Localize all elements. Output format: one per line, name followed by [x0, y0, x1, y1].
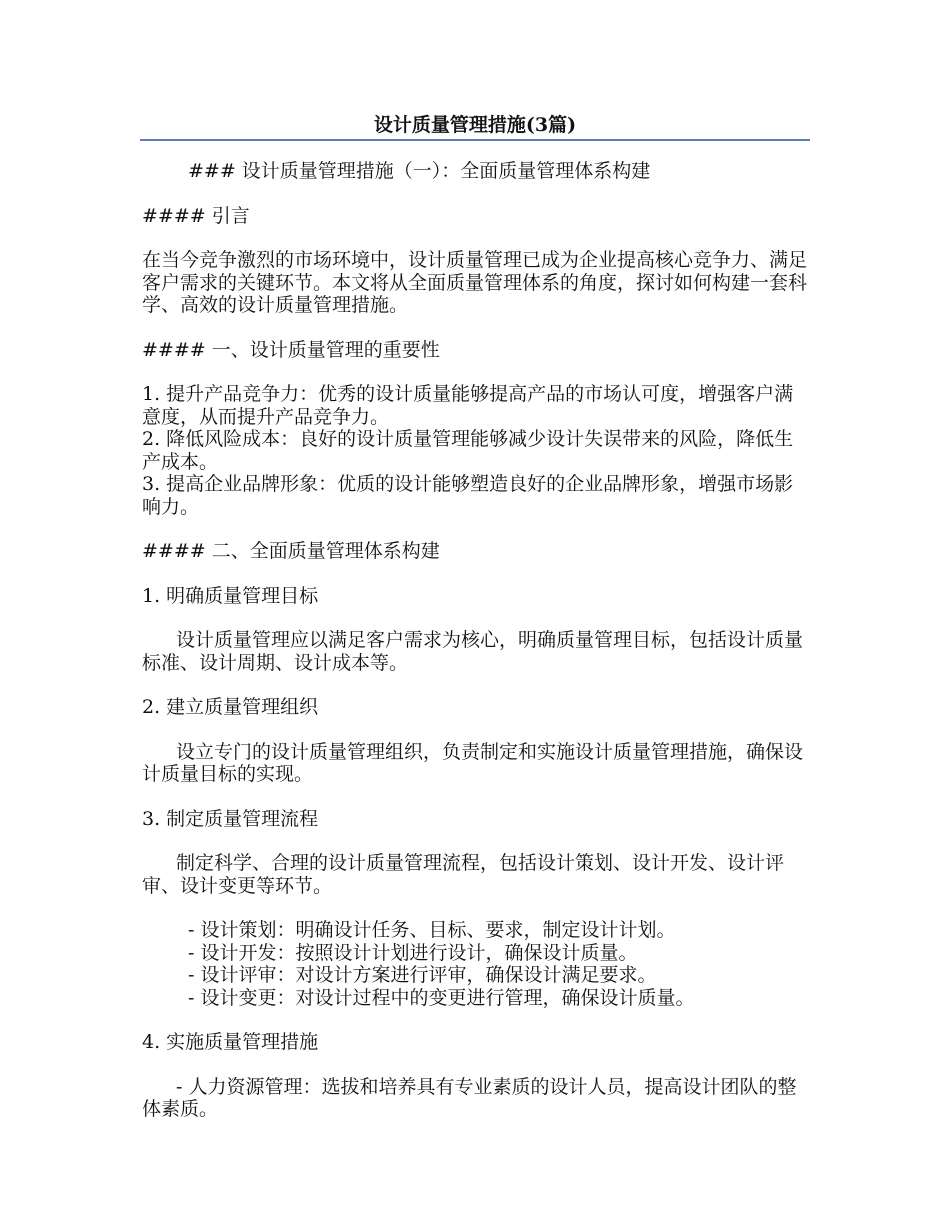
importance-item-2: 2. 降低风险成本：良好的设计质量管理能够减少设计失误带来的风险，降低生产成本。 [142, 428, 794, 473]
step-4-title: 4. 实施质量管理措施 [142, 1031, 319, 1053]
step-1-title: 1. 明确质量管理目标 [142, 584, 319, 607]
process-item-development: - 设计开发：按照设计计划进行设计，确保设计质量。 [188, 941, 638, 964]
step-3-body: 制定科学、合理的设计质量管理流程，包括设计策划、设计开发、设计评审、设计变更等环节。 [142, 852, 785, 897]
importance-item-3: 3. 提高企业品牌形象：优质的设计能够塑造良好的企业品牌形象，增强市场影响力。 [142, 473, 794, 518]
intro-paragraph: 在当今竞争激烈的市场环境中，设计质量管理已成为企业提高核心竞争力、满足客户需求的关键环节。本文将从全面质量管理体系的角度，探讨如何构建一套科学、高效的设计质量管理措施。 [142, 249, 808, 316]
importance-item-1: 1. 提升产品竞争力：优秀的设计质量能够提高产品的市场认可度，增强客户满意度，从而提升产品竞争力。 [142, 383, 794, 428]
step-2-body: 设立专门的设计质量管理组织，负责制定和实施设计质量管理措施，确保设计质量目标的实现。 [142, 740, 804, 785]
title-underline [140, 139, 810, 141]
document-body [142, 160, 807, 1121]
document-title: 设计质量管理措施(3篇) [373, 114, 577, 136]
section-heading-h3: ### 设计质量管理措施（一）：全面质量管理体系构建 [188, 160, 651, 182]
process-item-planning: - 设计策划：明确设计任务、目标、要求，制定设计计划。 [188, 919, 676, 941]
step-4-body: - 人力资源管理：选拔和培养具有专业素质的设计人员，提高设计团队的整体素质。 [142, 1075, 797, 1120]
heading-importance: #### 一、设计质量管理的重要性 [142, 338, 440, 361]
process-item-change: - 设计变更：对设计过程中的变更进行管理，确保设计质量。 [188, 986, 695, 1009]
step-3-title: 3. 制定质量管理流程 [142, 807, 319, 830]
process-item-review: - 设计评审：对设计方案进行评审，确保设计满足要求。 [188, 964, 657, 986]
step-1-body: 设计质量管理应以满足客户需求为核心，明确质量管理目标，包括设计质量标准、设计周期、设计成本等。 [142, 629, 804, 674]
step-2-title: 2. 建立质量管理组织 [142, 696, 319, 718]
heading-intro: #### 引言 [142, 204, 250, 227]
heading-system: #### 二、全面质量管理体系构建 [142, 540, 440, 562]
